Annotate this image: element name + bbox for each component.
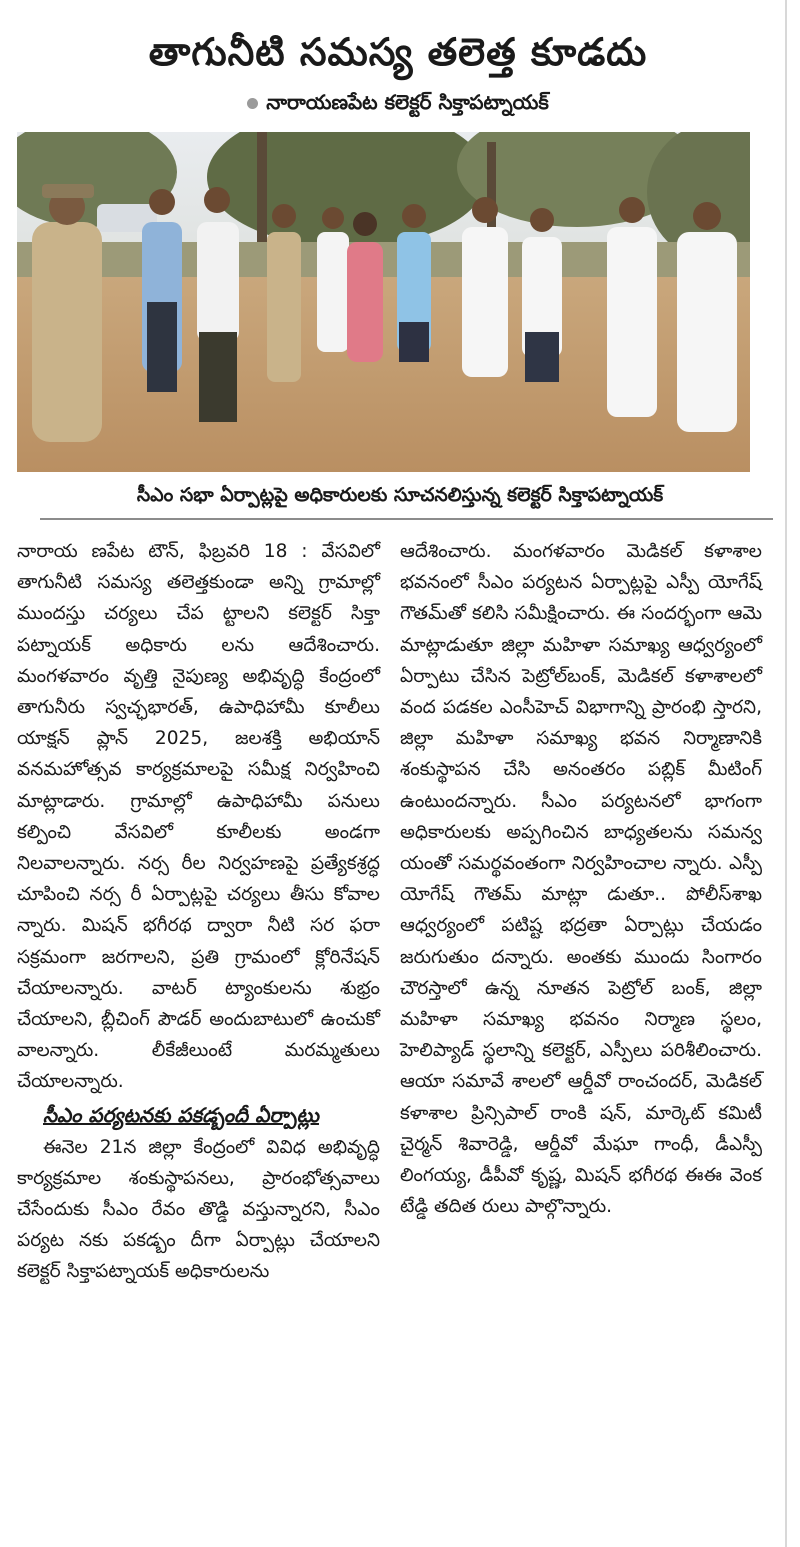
caption-divider xyxy=(40,518,773,520)
article-byline xyxy=(18,88,778,116)
article-column-left xyxy=(17,536,380,1288)
article-column-right xyxy=(400,536,762,1222)
bullet-icon xyxy=(247,98,258,109)
byline-text: నారాయణపేట కలెక్టర్ సిక్తాపట్నాయక్ xyxy=(266,90,549,114)
news-photo xyxy=(17,132,750,472)
paragraph: నారాయ ణపేట టౌన్, ఫిబ్రవరి 18 : వేసవిలో తాగునీటి సమస్య తలెత్తకుండా అన్ని గ్రామాల్లో ముందస్తు చర్యలు చేప ట్టాలని కలెక్టర్ సిక్తా పట్నాయక్ అధికారు లను ఆదేశించారు. మంగళవారం వృత్తి నైపుణ్య అభివృద్ధి కేంద్రంలో తాగునీరు స్వచ్ఛభారత్, ఉపాధిహామీ కూలీలు యాక్షన్ ప్లాన్ 2025, జలశక్తి అభియాన్ వనమహోత్సవ కార్యక్రమాలపై సమీక్ష నిర్వహించి మాట్లాడారు. గ్రామాల్లో ఉపాధిహామీ పనులు కల్పించి వేసవిలో కూలీలకు అండగా నిలవాలన్నారు. నర్స రీల నిర్వహణపై ప్రత్యేకశ్రద్ధ చూపించి నర్స రీ ఏర్పాట్లపై చర్యలు తీసు కోవాల న్నారు. మిషన్ భగీరథ ద్వారా నీటి సర ఫరా సక్రమంగా జరగాలని, ప్రతి గ్రామంలో క్లోరినేషన్ చేయాలన్నారు. వాటర్ ట్యాంకులను శుభ్రం చేయాలని, బ్లీచింగ్ పౌడర్ అందుబాటులో ఉంచుకో వాలన్నారు. లీకేజీలుంటే మరమ్మతులు చేయాలన్నారు. xyxy=(17,541,380,1093)
paragraph: ఈనెల 21న జిల్లా కేంద్రంలో వివిధ అభివృద్ధి కార్యక్రమాల శంకుస్థాపనలు, ప్రారంభోత్సవాలు చేసేందుకు సీఎం రేవం తొడ్డి వస్తున్నారని, సీఎం పర్యట నకు పకడ్బం దీగా ఏర్పాట్లు చేయాలని కలెక్టర్ సిక్తాపట్నాయక్ అధికారులను xyxy=(17,1136,380,1283)
photo-caption: సీఎం సభా ఏర్పాట్లపై అధికారులకు సూచనలిస్తున్న కలెక్టర్ సిక్తాపట్నాయక్ xyxy=(136,484,664,506)
article-headline: తాగునీటి సమస్య తలెత్త కూడదు xyxy=(148,30,648,74)
paragraph: ఆదేశించారు. మంగళవారం మెడికల్ కళాశాల భవనంలో సీఎం పర్యటన ఏర్పాట్లపై ఎస్పీ యోగేష్ గౌతమ్‌తో కలిసి సమీక్షించారు. ఈ సందర్భంగా ఆమె మాట్లాడుతూ జిల్లా మహిళా సమాఖ్య ఆధ్వర్యంలో ఏర్పాటు చేసిన పెట్రోల్‌బంక్, మెడికల్ కళాశాలలో వంద పడకల ఎంసీహెచ్ విభాగాన్ని ప్రారంభి స్తారని, జిల్లా మహిళా సమాఖ్య భవన నిర్మాణానికి శంకుస్థాపన చేసి అనంతరం పబ్లిక్ మీటింగ్ ఉంటుందన్నారు. సీఎం పర్యటనలో భాగంగా అధికారులకు అప్పగించిన బాధ్యతలను సమన్వ యంతో సమర్థవంతంగా నిర్వహించాల న్నారు. ఎస్పీ యోగేష్ గౌతమ్ మాట్లా డుతూ.. పోలీస్‌శాఖ ఆధ్వర్యంలో పటిష్ట భద్రతా ఏర్పాట్లు చేయడం జరుగుతుం దన్నారు. అంతకు ముందు సింగారం చౌరస్తాలో ఉన్న నూతన పెట్రోల్ బంక్, జిల్లా మహిళా సమాఖ్య భవనం నిర్మాణ స్థలం, హెలిప్యాడ్ స్థలాన్ని కలెక్టర్, ఎస్పీలు పరిశీలించారు. ఆయా సమావే శాలలో ఆర్డీవో రాంచందర్, మెడికల్ కళాశాల ప్రిన్సిపాల్ రాంకి షన్, మార్కెట్ కమిటీ చైర్మన్ శివారెడ్డి, ఆర్డీవో మేఘా గాంధీ, డీఎస్పీ లింగయ్య, డీపీవో కృష్ణ, మిషన్ భగీరథ ఈఈ వెంక టేడ్డి తదిత రులు పాల్గొన్నారు. xyxy=(400,541,762,1218)
column-divider xyxy=(785,0,787,1547)
photo-icon xyxy=(17,132,750,472)
subheading: సీఎం పర్యటనకు పకడ్బందీ ఏర్పాట్లు xyxy=(43,1102,319,1127)
